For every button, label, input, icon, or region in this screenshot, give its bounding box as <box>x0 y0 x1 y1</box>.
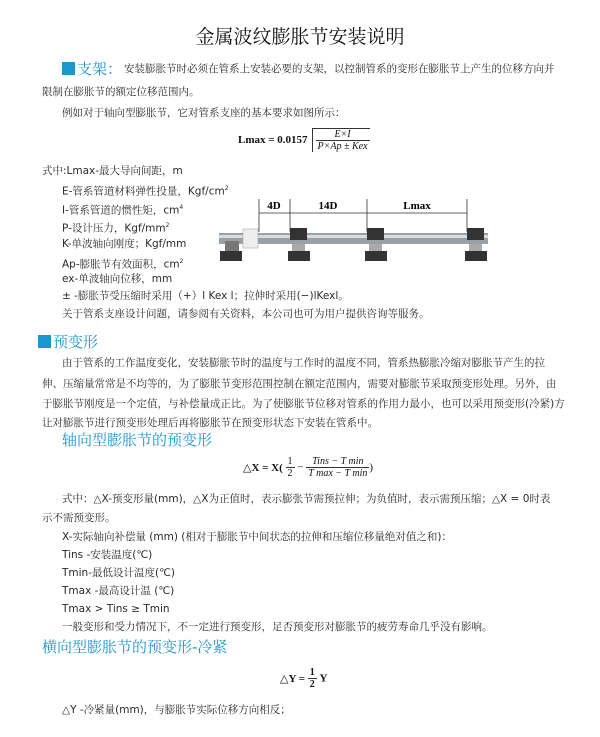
subheading-lateral: 横向型膨胀节的预变形-冷紧 <box>42 638 228 656</box>
lateral-formula: △Y = $\frac{1}{2}$ Y <box>280 667 328 690</box>
axial-line: Tmax -最高设计温 (℃) <box>62 585 175 597</box>
guide-support <box>465 228 487 261</box>
bellows <box>243 229 258 248</box>
section-heading-predeform: 预变形 <box>38 334 98 350</box>
square-bullet-icon <box>38 335 51 348</box>
page-title: 金属波纹膨胀节安装说明 <box>195 26 405 48</box>
guide-support <box>288 228 310 261</box>
def-line: ex-单波轴向位移，mm <box>62 273 173 285</box>
para-line: 让对膨胀节进行预变形处理后再将膨胀节在预变形状态下安装在管系中。 <box>42 417 378 429</box>
heading-text: 支架： <box>77 60 123 78</box>
def-line: 关于管系支座设计问题，请参阅有关资料，本公司也可为用户提供咨询等服务。 <box>62 308 430 320</box>
lateral-line: △Y -冷紧量(mm)，与膨胀节实际位移方向相反； <box>62 704 291 716</box>
para-line: 由于管系的工作温度变化，安装膨胀节时的温度与工作时的温度不同，管系热膨胀冷缩对膨胀节产生的拉 <box>62 357 545 369</box>
axial-line: Tins -安装温度(℃) <box>62 549 153 561</box>
para-line: 于膨胀节刚度是一个定值，与补偿量成正比。为了使膨胀节位移对管系的作用力最小，也可以采用预变形(冷紧)方 <box>42 398 565 410</box>
example-line: 例如对于轴向型膨胀节，它对管系支座的基本要求如图所示： <box>62 107 346 119</box>
denominator: P×Ap ± Kex <box>317 141 368 152</box>
guide-support <box>365 228 387 261</box>
axial-line: 式中：△X-预变形量(mm)，△X为正值时，表示膨张节需预拉伸；为负值时，表示需预压缩；△X = 0时表 <box>62 493 551 505</box>
def-line: K-单波轴向刚度；Kgf/mm <box>62 238 187 250</box>
intro-line: 限制在膨胀节的额定位移范围内。 <box>42 86 200 98</box>
para-line: 伸、压缩量常常是不均等的，为了膨胀节变形范围控制在额定范围内，需要对膨胀节采取预变形处理。另外，由 <box>42 378 557 390</box>
def-line: 式中:Lmax-最大导向间距，m <box>42 165 183 177</box>
dim-label-14d: 14D <box>318 200 338 212</box>
axial-line: 示不需预变形。 <box>42 512 116 524</box>
def-line: E-管系管道材料弹性投量，Kgf/$cm^2$ <box>62 185 229 198</box>
numerator: E×I <box>316 129 370 141</box>
intro-line: 安装膨胀节时必须在管系上安装必要的支架，以控制管系的变形在膨胀节上产生的位移方向并 <box>124 63 555 75</box>
axial-line: X-实际轴向补偿量 (mm) (相对于膨胀节中间状态的拉伸和压缩位移量绝对值之和)： <box>62 531 452 543</box>
axial-formula: △X = X( $\frac{1}{2}$ − $\frac{\text{Tins − T min}}{\text{T max − T min}}$ ) <box>243 456 374 479</box>
axial-line: 一般变形和受力情况下，不一定进行预变形，足否预变形对膨胀节的疲劳寿命几乎没有影响。 <box>62 621 493 633</box>
pipe <box>219 233 488 244</box>
formula-lhs: Lmax = 0.0157 <box>238 134 308 146</box>
def-line: Ap-膨胀节有效面积，$cm^2$ <box>62 258 184 271</box>
axial-line: Tmin-最低设计温度(℃) <box>62 567 175 579</box>
def-line: ± -膨胀节受压缩时采用（+）l Kex l；拉伸时采用(−)lKexl。 <box>62 290 349 302</box>
def-line: P-设计压力，Kgf/$mm^2$ <box>62 222 170 235</box>
dim-label-4d: 4D <box>267 200 281 212</box>
def-line: I-管系管道的惯性矩，$cm^4$ <box>62 204 184 217</box>
subheading-axial: 轴向型膨胀节的预变形 <box>62 431 213 449</box>
dim-label-lmax: Lmax <box>403 200 431 212</box>
axial-line: Tmax > Tins ≥ Tmin <box>62 603 170 615</box>
